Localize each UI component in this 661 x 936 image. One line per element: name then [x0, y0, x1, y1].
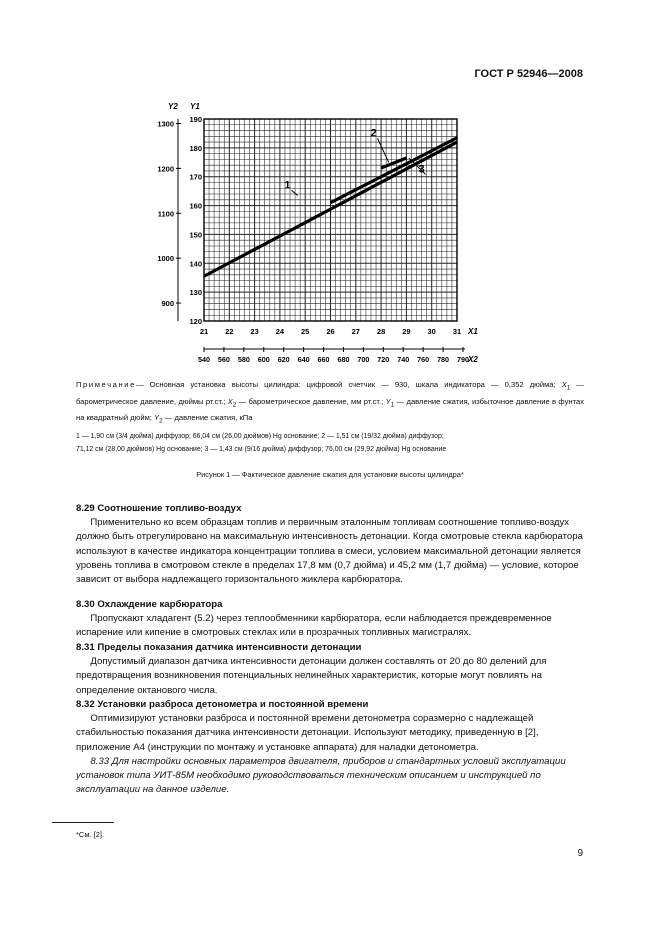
- x2-tick-label: 620: [277, 355, 290, 364]
- y1-axis-label: Y1: [190, 102, 200, 111]
- x2-tick-label: 580: [237, 355, 250, 364]
- curve-legend: [76, 430, 584, 456]
- x2-tick-label: 760: [417, 355, 430, 364]
- y1-tick-label: 130: [189, 288, 202, 298]
- note-x1: X: [561, 380, 567, 389]
- x2-tick-label: 600: [257, 355, 270, 364]
- section-8-29: [76, 502, 584, 587]
- section-body: Оптимизируют установки разброса и постоянной времени детонометра соразмерно с надлежащей стабильностью показания датчика интенсивности детонации. Используют методику, приведенную в [2], приложение А4 (инструкции по монтажу и установке аппарата) для наладки детонометра.: [76, 713, 539, 753]
- x1-axis-label: X1: [468, 327, 478, 336]
- note-text-d: — давление сжатия, избыточное давление в фунтах на квадратный дюйм;: [76, 396, 584, 423]
- figure-note: [76, 378, 584, 428]
- y1-tick-label: 190: [189, 115, 202, 124]
- series-label: 1: [284, 179, 291, 192]
- x1-tick-label: 28: [376, 327, 386, 336]
- section-title: 8.29 Соотношение топливо-воздух: [76, 503, 242, 514]
- section-body: Пропускают хладагент (5.2) через теплообменники карбюратора, если наблюдается преждевременное испарение или кипение в смотровых стеклах или в прозрачных топливных магистралях.: [76, 613, 552, 639]
- x2-tick-label: 680: [337, 355, 350, 364]
- note-y1-sub: 1: [390, 401, 395, 409]
- y2-tick-label: 1100: [157, 209, 174, 219]
- section-title: 8.31 Пределы показания датчика интенсивности детонации: [76, 642, 362, 653]
- section-title: 8.32 Установки разброса детонометра и постоянной времени: [76, 699, 369, 710]
- note-x2-sub: 2: [232, 401, 237, 409]
- footnote-rule: [52, 822, 114, 823]
- x1-tick-label: 21: [199, 327, 209, 336]
- x2-tick-label: 740: [397, 355, 410, 364]
- y2-axis-label: Y2: [168, 102, 178, 111]
- note-label: Примечание: [76, 380, 136, 389]
- y2-tick-label: 1300: [157, 119, 174, 129]
- section-8-33: [76, 755, 584, 798]
- y1-tick-label: 180: [189, 143, 202, 153]
- series-label: 3: [418, 163, 425, 176]
- y2-tick-label: 1200: [157, 164, 174, 174]
- legend-line-2: 71,12 см (28,00 дюймов) Hg основание; 3 — 1,43 см (9/16 дюйма) диффузор; 76,00 см (29,92 дюйма) Hg основание: [76, 446, 447, 453]
- x1-tick-label: 26: [326, 327, 335, 336]
- section-8-32: [76, 698, 584, 755]
- y1-tick-label: 150: [189, 230, 202, 240]
- footnote: *См. [2].: [76, 830, 105, 839]
- y2-tick-label: 900: [161, 299, 174, 309]
- x1-tick-label: 23: [250, 327, 259, 336]
- note-y1: Y: [385, 396, 391, 406]
- document-id: ГОСТ Р 52946—2008: [474, 68, 583, 80]
- section-body: 8.33 Для настройки основных параметров двигателя, приборов и стандартных условий эксплуатации установок типа УИТ-85М необходимо руководствоваться техническим описанием и инструкцией по эксплуатации на данное изделие.: [76, 756, 566, 796]
- compression-pressure-chart: [150, 92, 480, 372]
- x2-tick-label: 720: [377, 355, 390, 364]
- note-y2-sub: 2: [159, 417, 163, 425]
- x2-tick-label: 660: [317, 355, 330, 364]
- note-text-a: — Основная установка высоты цилиндра: цифровой счетчик — 930, шкала индикатора — 0,352 дюйма;: [135, 380, 562, 389]
- note-x2: X: [227, 396, 233, 406]
- section-8-30: [76, 598, 584, 641]
- note-text-c: — барометрическое давление, мм рт.ст.;: [236, 396, 386, 406]
- y1-tick-label: 120: [189, 317, 202, 326]
- x1-tick-label: 27: [351, 327, 360, 336]
- note-text-b: — барометрическое давление, дюймы рт.ст.;: [76, 380, 584, 406]
- note-y2: Y: [154, 413, 160, 423]
- section-8-31: [76, 641, 584, 698]
- y1-tick-label: 160: [189, 201, 202, 211]
- x2-tick-label: 790: [457, 355, 469, 364]
- series-label: 2: [370, 127, 377, 140]
- figure-caption: Рисунок 1 — Фактическое давление сжатия для установки высоты цилиндра*: [196, 470, 464, 479]
- x2-tick-label: 700: [357, 355, 370, 364]
- section-title: 8.30 Охлаждение карбюратора: [76, 599, 223, 610]
- x2-tick-label: 640: [297, 355, 310, 364]
- y1-tick-label: 140: [189, 259, 202, 269]
- y2-tick-label: 1000: [157, 254, 174, 264]
- x1-tick-label: 25: [301, 327, 310, 336]
- section-body: Допустимый диапазон датчика интенсивности детонации должен составлять от 20 до 80 делений для предотвращения возникновения потенциальных нелинейных характеристик, которые могут повлиять на определение октанового числа.: [76, 656, 547, 696]
- x2-tick-label: 780: [437, 355, 450, 364]
- legend-line-1: 1 — 1,90 см (3/4 дюйма) диффузор; 66,04 см (26,00 дюймов) Hg основание; 2 — 1,51 см (19/32 дюйма) диффузор;: [76, 433, 444, 440]
- y1-tick-label: 170: [189, 172, 202, 182]
- page-number: 9: [577, 848, 583, 859]
- note-x1-sub: 1: [566, 384, 571, 392]
- x1-tick-label: 30: [427, 327, 436, 336]
- x1-tick-label: 24: [275, 327, 285, 336]
- x1-tick-label: 29: [402, 327, 411, 336]
- x2-tick-label: 560: [217, 355, 230, 364]
- x1-tick-label: 31: [452, 327, 462, 336]
- x1-tick-label: 22: [225, 327, 234, 336]
- section-body: Применительно ко всем образцам топлив и первичным эталонным топливам соотношение топливо-воздух должно быть отрегулировано на максимальную интенсивность детонации. Когда смотровые стекла карбюратора используют в качестве индикатора концентрации топлива в смеси, условием максимальной детонации является уровень топлива в смотровом стекле в пределах 17,8 мм (0,7 дюйма) и 45,2 мм (1,7 дюйма) — условие, которое зависит от выбора надлежащего горизонтального жиклера карбюратора.: [76, 517, 583, 586]
- note-text-e: — давление сжатия, кПа: [162, 413, 253, 423]
- x2-axis-label: X2: [468, 355, 478, 364]
- series-label-leader: [291, 190, 297, 195]
- x2-tick-label: 540: [198, 355, 210, 364]
